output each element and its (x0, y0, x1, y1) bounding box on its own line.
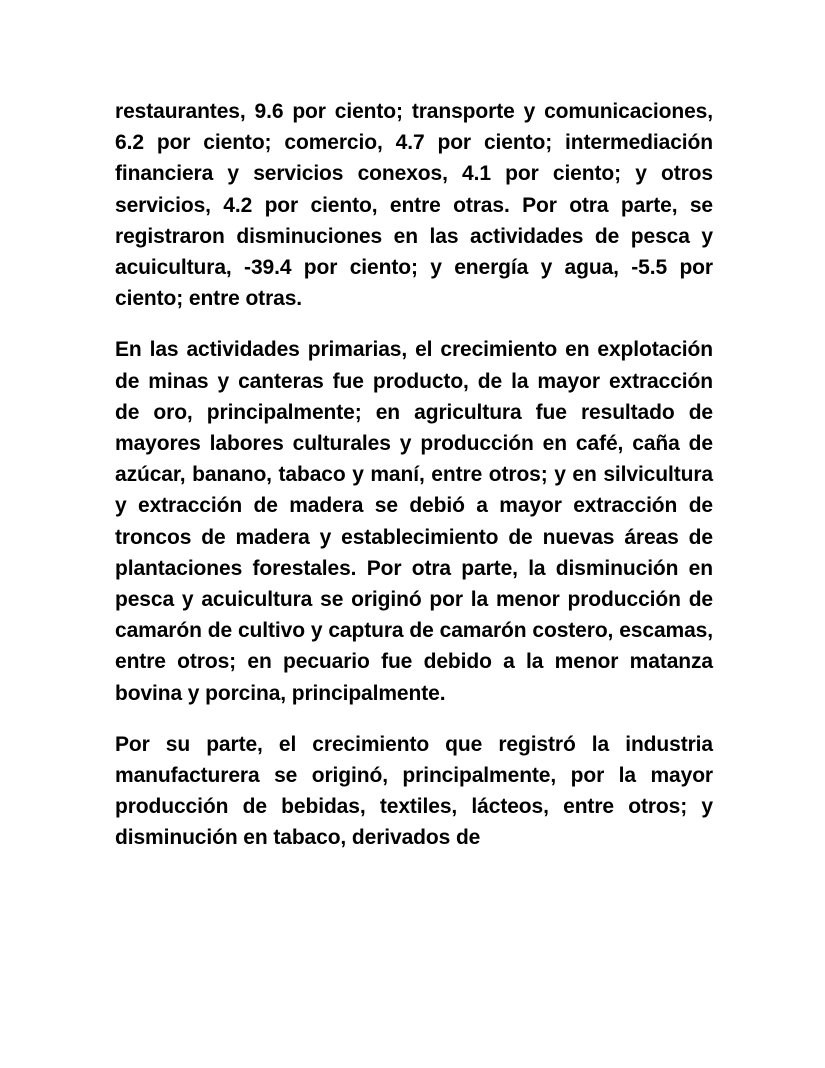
body-paragraph-2: En las actividades primarias, el crecimiento en explotación de minas y canteras fue producto, de la mayor extracción de oro, principalmente; en agricultura fue resultado de mayores labores culturales y producción en café, caña de azúcar, banano, tabaco y maní, entre otros; y en silvicultura y extracción de madera se debió a mayor extracción de troncos de madera y establecimiento de nuevas áreas de plantaciones forestales. Por otra parte, la disminución en pesca y acuicultura se originó por la menor producción de camarón de cultivo y captura de camarón costero, escamas, entre otros; en pecuario fue debido a la menor matanza bovina y porcina, principalmente. (115, 338, 713, 705)
body-paragraph-1: restaurantes, 9.6 por ciento; transporte y comunicaciones, 6.2 por ciento; comercio, 4.7 por ciento; intermediación financiera y servicios conexos, 4.1 por ciento; y otros servicios, 4.2 por ciento, entre otras. Por otra parte, se registraron disminuciones en las actividades de pesca y acuicultura, -39.4 por ciento; y energía y agua, -5.5 por ciento; entre otras. (115, 100, 713, 311)
body-paragraph-3: Por su parte, el crecimiento que registró la industria manufacturera se originó, principalmente, por la mayor producción de bebidas, textiles, lácteos, entre otros; y disminución en tabaco, derivados de (115, 732, 713, 850)
document-text-column (115, 96, 713, 854)
